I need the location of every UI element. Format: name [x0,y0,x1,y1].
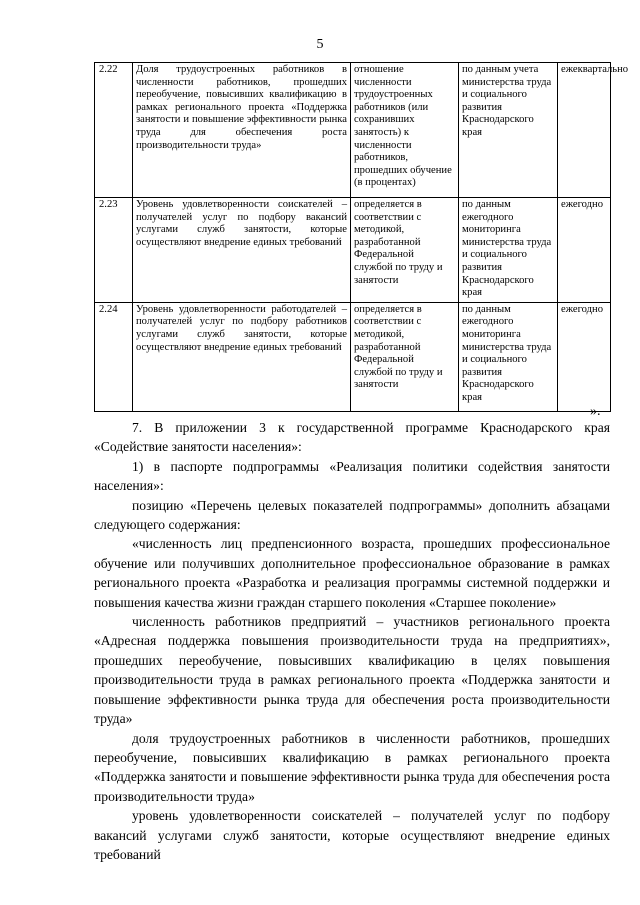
indicator-source: по данным учета министерства труда и социального развития Краснодарского края [459,63,558,198]
table-row [95,198,611,303]
indicator-period: ежегодно [558,302,611,411]
indicator-source: по данным ежегодного мониторинга министерства труда и социального развития Краснодарского края [459,198,558,303]
table-row [95,302,611,411]
paragraph-passport: 1) в паспорте подпрограммы «Реализация политики содействия занятости населения»: [94,458,610,494]
paragraph-position: позицию «Перечень целевых показателей подпрограммы» дополнить абзацами следующего содержания: [94,497,610,533]
indicator-name: Уровень удовлетворенности работодателей – получателей услуг по подбору работников услугами служб занятости, которые осуществляют внедрение единых требований [133,302,351,411]
indicators-table [94,62,629,412]
indicator-method: определяется в соответствии с методикой, разработанной Федеральной службой по труду и занятости [351,302,459,411]
paragraph-employed-share: доля трудоустроенных работников в численности работников, прошедших переобучение, повысивших квалификацию в рамках регионального проекта «Поддержка занятости и повышение эффективности рынка труда для обеспечения роста производительности труда» [94,730,610,804]
indicator-number: 2.22 [95,63,133,198]
closing-quote: ». [590,404,601,419]
indicator-name: Доля трудоустроенных работников в численности работников, прошедших переобучение, повысивших квалификацию в рамках регионального проекта «Поддержка занятости и повышение эффективности рынка труда для обеспечения роста производительности труда» [133,63,351,198]
paragraph-pre-pension: «численность лиц предпенсионного возраста, прошедших профессиональное обучение или получивших дополнительное профессиональное образование в рамках регионального проекта «Разработка и реализация программы системной поддержки и повышения качества жизни граждан старшего поколения «Старшее поколение» [94,536,610,610]
indicator-method: отношение численности трудоустроенных работников (или сохранивших занятость) к численности работников, прошедших обучение (в процентах) [351,63,459,198]
indicator-number: 2.23 [95,198,133,303]
paragraph-enterprise-workers: численность работников предприятий – участников регионального проекта «Адресная поддержка повышения производительности труда на предприятиях», прошедших переобучение, повысивших квалификацию в целях повышения производительности труда в рамках регионального проекта «Поддержка занятости и повышение эффективности рынка труда для обеспечения роста производительности труда» [94,614,610,727]
body-text [94,418,610,864]
indicator-name: Уровень удовлетворенности соискателей – получателей услуг по подбору вакансий услугами служб занятости, которые осуществляют внедрение единых требований [133,198,351,303]
paragraph-appendix-3: 7. В приложении 3 к государственной программе Краснодарского края «Содействие занятости населения»: [94,420,610,455]
paragraph-satisfaction: уровень удовлетворенности соискателей – получателей услуг по подбору вакансий услугами служб занятости, которые осуществляют внедрение единых требований [94,808,610,862]
page-number: 5 [316,37,324,52]
table-row [95,63,611,198]
indicator-source: по данным ежегодного мониторинга министерства труда и социального развития Краснодарского края [459,302,558,411]
indicator-period: ежеквартально [558,63,611,198]
indicator-period: ежегодно [558,198,611,303]
indicator-method: определяется в соответствии с методикой, разработанной Федеральной службой по труду и занятости [351,198,459,303]
indicator-number: 2.24 [95,302,133,411]
